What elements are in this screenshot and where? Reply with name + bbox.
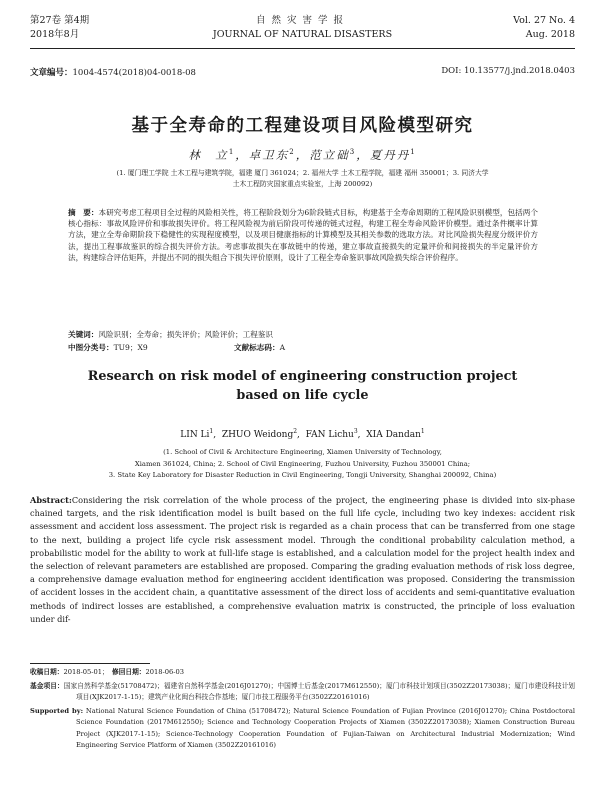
author-en: XIA Dandan <box>366 430 421 440</box>
received-date: 2018-05-01； <box>63 668 106 676</box>
keywords-cn: 风险识别；全寿命；损失评价；风险评价；工程鉴识 <box>98 330 274 339</box>
author-sup: 1 <box>420 428 425 435</box>
abstract-label-en: Abstract: <box>30 495 72 505</box>
revised-label: 修回日期： <box>112 668 146 676</box>
doi: DOI: 10.13577/j.jnd.2018.0403 <box>441 66 575 76</box>
english-title-line1: Research on risk model of engineering construction project <box>87 369 518 384</box>
class-label: 中图分类号： <box>68 343 114 352</box>
volume-cn: 第27卷 第4期 <box>30 15 90 26</box>
received-label: 收稿日期： <box>30 668 64 676</box>
author-en: ZHUO Weidong <box>221 430 294 440</box>
supported-label: Supported by: <box>30 706 84 715</box>
volume-en: Vol. 27 No. 4 <box>513 15 575 26</box>
author-sup: 2 <box>293 428 298 435</box>
doc-code: A <box>279 343 286 352</box>
author-sup: 1 <box>209 428 214 435</box>
abstract-text-en: Considering the risk correlation of the whole process of the project, the engineering phase is divided into six-phase chained targets, and the risk identification model is built based on the full life cycle, including two key indexes: accident risk assessment and accident loss assessment. The project risk is regarded as a chain process that can be transferred from one stage to the next, building a project life cycle risk assessment model. Through the conditional probability calculation method, a probabilistic model for the ability to work at full-life stage is established, and a calculation model for the project health index and the selection of relevant parameters are established are proposed. Comparing the grading evaluation methods of risk loss degree, a comprehensive damage evaluation method for engineering accident identification was proposed. Considering the transmission of accident losses in the accident chain, a quantitative assessment of the direct loss of accidents and semi-quantitative evaluation methods of indirect losses are established, a comprehensive evaluation matrix is constructed, the principle of loss evaluation under dif- <box>30 495 575 624</box>
author-sup: 1 <box>410 148 417 157</box>
author-sup: 2 <box>289 148 296 157</box>
abstract-label-cn: 摘 要： <box>68 208 99 217</box>
author-cn: 卓卫东 <box>248 148 290 162</box>
english-affiliations <box>30 447 575 482</box>
revised-date: 2018-06-03 <box>145 668 185 676</box>
english-authors: LIN Li$^1$, ZHUO Weidong$^2$, FAN Lichu$^3$, XIA Dandan$^1$ <box>180 428 425 440</box>
footnote-rule <box>30 663 150 664</box>
author-cn: 林 立 <box>188 148 229 162</box>
date-en: Aug. 2018 <box>525 29 575 40</box>
english-title-line2: based on life cycle <box>236 388 369 403</box>
article-number-label: 文章编号： <box>30 68 73 78</box>
chinese-keywords <box>68 329 538 340</box>
header-center <box>30 14 575 42</box>
english-aff-line: 3. State Key Laboratory for Disaster Reduction in Civil Engineering, Tongji University, Shanghai 200092, China) <box>108 471 497 479</box>
author-sup: 3 <box>353 428 358 435</box>
article-info-line <box>30 66 575 78</box>
author-cn: 范立础 <box>309 148 350 162</box>
fund-label: 基金项目： <box>30 681 64 690</box>
english-abstract <box>30 494 575 626</box>
footnotes <box>30 667 575 754</box>
chinese-title: 基于全寿命的工程建设项目风险模型研究 <box>131 116 474 136</box>
supported-text: National Natural Science Foundation of China (51708472); Natural Science Foundation of Fujian Province (2016J01270); China Postdoctoral Science Foundation (2017M612550); Science and Technology Cooperation Projects of Xiamen (3502Z20173038); Xiamen Construction Bureau Project (XJK2017-1-15); Science-Technology Cooperation Foundation of Fujian-Taiwan on Architectural Industrial Modernization; Wind Engineering Service Platform of Xiamen (3502Z20161016) <box>76 706 575 749</box>
doc-label: 文献标志码： <box>234 343 280 352</box>
classification-line <box>68 342 538 353</box>
journal-name-en: JOURNAL OF NATURAL DISASTERS <box>212 29 393 40</box>
chinese-authors: 林 立$^1$，卓卫东$^2$，范立础$^3$，夏丹丹$^1$ <box>188 148 417 162</box>
fund-text: 国家自然科学基金(51708472)；福建省自然科学基金(2016J01270)；中国博士后基金(2017M612550)；厦门市科技计划项目(3502Z20173038)；厦门市建设科技计划项目(XJK2017-1-15)；建筑产业化闽台科技合作基地；厦门市技工程服务平台(3502Z20161016) <box>63 681 575 701</box>
header-right <box>513 14 575 42</box>
journal-name-cn: 自然灾害学报 <box>255 15 349 26</box>
english-title <box>30 367 575 405</box>
english-aff-line: Xiamen 361024, China; 2. School of Civil Engineering, Fuzhou University, Fuzhou 350001 China; <box>134 459 471 468</box>
english-aff-line: (1. School of Civil & Architecture Engineering, Xiamen University of Technology, <box>163 448 442 456</box>
chinese-affiliations: (1. 厦门理工学院 土木工程与建筑学院，福建 厦门 361024；2. 福州大学 土木工程学院，福建 福州 350001；3. 同济大学 土木工程防灾国家重点实验室，上海 200092) <box>116 169 489 188</box>
class-code: TU9；X9 <box>113 343 148 352</box>
author-en: FAN Lichu <box>305 430 354 440</box>
author-sup: 3 <box>349 148 357 157</box>
date-cn: 2018年8月 <box>30 29 80 40</box>
author-sup: 1 <box>228 148 236 157</box>
fund-note-cn <box>30 681 575 704</box>
author-cn: 夏丹丹 <box>369 148 411 162</box>
dates-note <box>30 667 575 679</box>
author-en: LIN Li <box>180 430 210 440</box>
chinese-abstract <box>68 207 538 263</box>
keywords-label-cn: 关键词： <box>68 330 99 339</box>
abstract-text-cn: 本研究考虑工程项目全过程的风险相关性，将工程阶段划分为6阶段链式目标，构建基于全寿命周期的工程风险识别模型，包括两个核心指标：事故风险评价和事故损失评价。将工程风险视为前后阶段可传递的链式过程，构建工程全寿命风险评价模型。通过条件概率计算方法，建立全寿命期阶段下稳健性的实现程度模型，以及项目健康指标的计算模型及其相关参数的选取方法。对比风险损失程度分级评价方法，提出工程事故鉴识的综合损失评价方法。考虑事故损失在事故链中的传递，建立事故直接损失的定量评价和间接损失的半定量评价方法，构建综合评估矩阵，并提出不同的损失组合下损失评价原则，设计了工程全寿命鉴识事故风险损失综合评价程序。 <box>68 208 539 262</box>
fund-note-en <box>30 706 575 752</box>
journal-header <box>30 14 575 49</box>
article-number: 1004-4574(2018)04-0018-08 <box>72 68 196 78</box>
document-code <box>234 342 285 353</box>
